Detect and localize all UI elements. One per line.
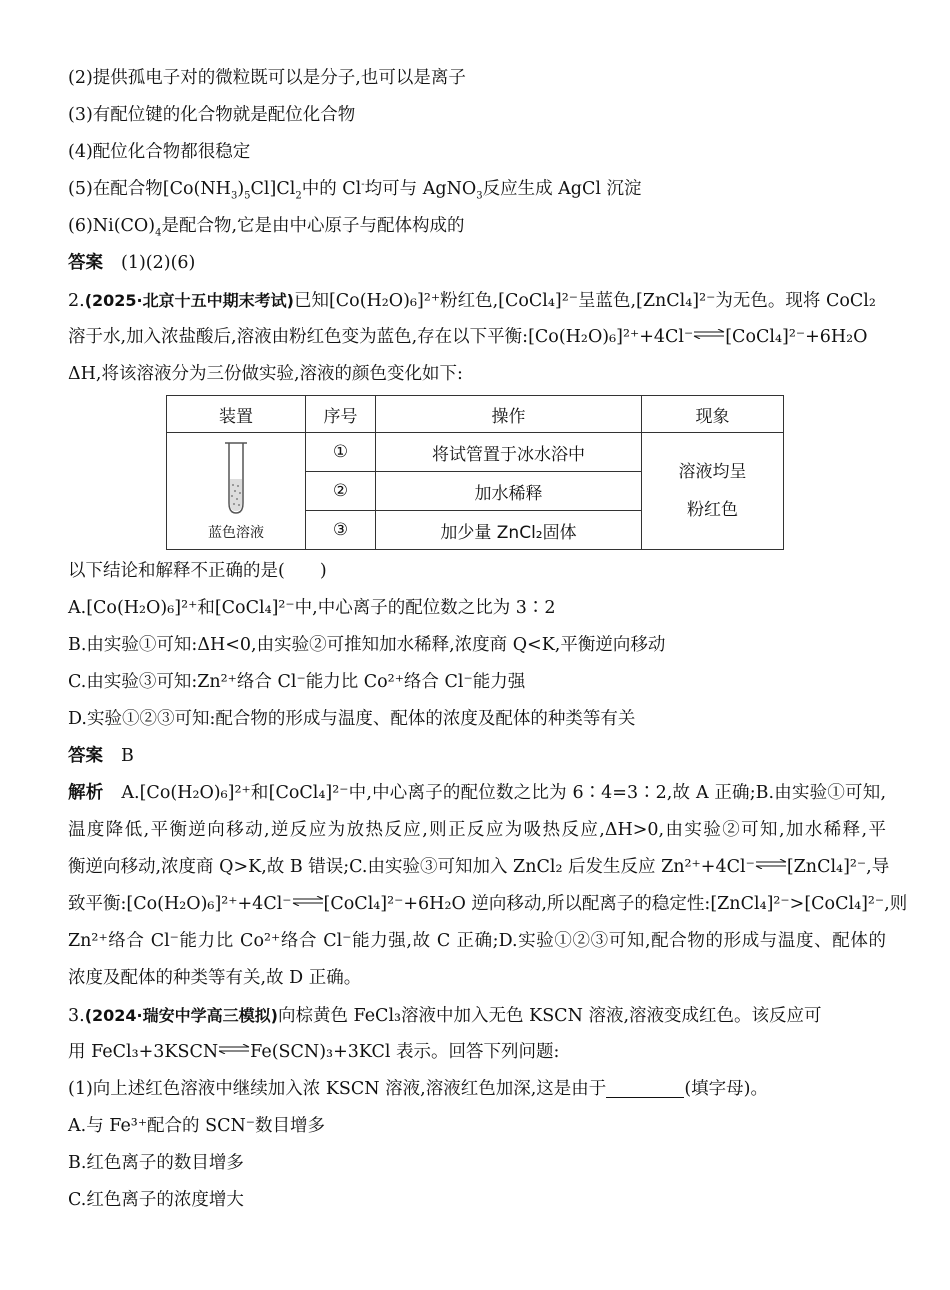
row-operation: 加少量 ZnCl₂固体 [376,511,642,550]
row-number: ③ [306,511,376,550]
table-header: 操作 [376,396,642,433]
answer-blank[interactable] [606,1075,684,1098]
q2-stem-line-1: 2.(2025·北京十五中期末考试)已知[Co(H₂O)₆]²⁺粉红色,[CoCl₄]²⁻呈蓝色,[ZnCl₄]²⁻为无色。现将 CoCl₂ [68,291,876,311]
q2-option-c: C.由实验③可知:Zn²⁺络合 Cl⁻能力比 Co²⁺络合 Cl⁻能力强 [68,672,526,692]
q2-analysis-line-2: 温度降低,平衡逆向移动,逆反应为放热反应,则正反应为吸热反应,ΔH>0,由实验②可知,加水稀释,平 [68,820,886,840]
answer-label: 答案 [68,253,103,273]
q3-stem-line-2: 用 FeCl₃+3KSCN Fe(SCN)₃+3KCl 表示。回答下列问题: [68,1042,560,1062]
q3-option-a: A.与 Fe³⁺配合的 SCN⁻数目增多 [68,1116,326,1136]
equilibrium-arrow-icon [693,329,725,339]
table-header: 序号 [306,396,376,433]
q2-option-b: B.由实验①可知:ΔH<0,由实验②可推知加水稀释,浓度商 Q<K,平衡逆向移动 [68,635,666,655]
row-number: ① [306,433,376,472]
experiment-table [166,395,784,550]
q1-answer [68,245,886,282]
apparatus-cell [167,433,306,550]
q2-answer [68,738,886,775]
q3-option-c: C.红色离子的浓度增大 [68,1190,244,1210]
q1-item-3: (3)有配位键的化合物就是配位化合物 [68,105,356,125]
q2-analysis-line-1: 解析 A.[Co(H₂O)₆]²⁺和[CoCl₄]²⁻中,中心离子的配位数之比为 6∶4=3∶2,故 A 正确;B.由实验①可知, [68,783,887,803]
q2-analysis-line-6: 浓度及配体的种类等有关,故 D 正确。 [68,968,362,988]
q1-item-4: (4)配位化合物都很稳定 [68,142,251,162]
q2-stem-line-3: ΔH,将该溶液分为三份做实验,溶液的颜色变化如下: [68,364,463,384]
answer-label: 答案 [68,746,103,766]
q3-option-b: B.红色离子的数目增多 [68,1153,244,1173]
row-number: ② [306,472,376,511]
q1-item-6: $(6)Ni(CO)_4$是配合物,它是由中心原子与配体构成的 [68,216,465,239]
answer-value: (1)(2)(6) [121,253,196,273]
q2-analysis-line-4: 致平衡:[Co(H₂O)₆]²⁺+4Cl⁻ [CoCl₄]²⁻+6H₂O 逆向移动,所以配离子的稳定性:[ZnCl₄]²⁻>[CoCl₄]²⁻,则 [68,894,908,914]
q3-source: (2024·瑞安中学高三模拟) [84,1006,278,1025]
equilibrium-arrow-icon [218,1044,250,1054]
q3-subquestion-1: (1)向上述红色溶液中继续加入浓 KSCN 溶液,溶液红色加深,这是由于 (填字母)。 [68,1071,886,1108]
document-page [68,60,908,1219]
equilibrium-arrow-icon [755,859,787,869]
answer-value: B [121,746,134,766]
analysis-label: 解析 [68,783,104,803]
phenomenon-cell: 溶液均呈 粉红色 [642,433,784,550]
q1-item-5: (5)在配合物$[Co(NH_3)_5Cl]Cl_2$中的 Cl-均可与 AgNO$_3$反应生成 AgCl 沉淀 [68,179,642,202]
q2-analysis-line-3: 衡逆向移动,浓度商 Q>K,故 B 错误;C.由实验③可知加入 ZnCl₂ 后发生反应 Zn²⁺+4Cl⁻ [ZnCl₄]²⁻,导 [68,857,890,877]
equilibrium-arrow-icon [292,896,324,906]
table-header: 现象 [642,396,784,433]
q2-source: (2025·北京十五中期末考试) [84,291,294,310]
q2-option-a: A.[Co(H₂O)₆]²⁺和[CoCl₄]²⁻中,中心离子的配位数之比为 3∶2 [68,598,556,618]
q3-stem-line-1: 3.(2024·瑞安中学高三模拟)向棕黄色 FeCl₃溶液中加入无色 KSCN 溶液,溶液变成红色。该反应可 [68,1006,822,1026]
tube-label: 蓝色溶液 [208,524,264,541]
q2-stem-line-2: 溶于水,加入浓盐酸后,溶液由粉红色变为蓝色,存在以下平衡:[Co(H₂O)₆]²⁺+4Cl⁻ [CoCl₄]²⁻+6H₂O [68,327,868,347]
q2-analysis-line-5: Zn²⁺络合 Cl⁻能力比 Co²⁺络合 Cl⁻能力强,故 C 正确;D.实验①②③可知,配合物的形成与温度、配体的 [68,931,886,951]
row-operation: 将试管置于冰水浴中 [376,433,642,472]
test-tube-icon [221,441,251,517]
table-header: 装置 [167,396,306,433]
q2-question: 以下结论和解释不正确的是( ) [68,561,327,581]
row-operation: 加水稀释 [376,472,642,511]
q1-item-2: (2)提供孤电子对的微粒既可以是分子,也可以是离子 [68,68,466,88]
q2-option-d: D.实验①②③可知:配合物的形成与温度、配体的浓度及配体的种类等有关 [68,709,636,729]
